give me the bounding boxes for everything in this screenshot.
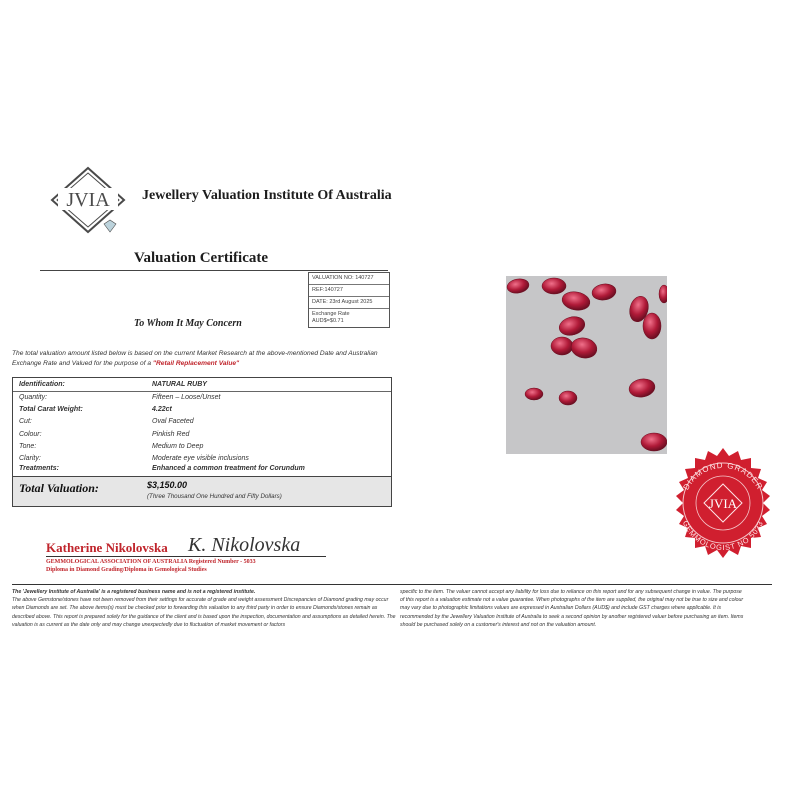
disclaimer-lead: The 'Jewellery Institute of Australia' is a registered business name and is not a registered institute.: [12, 589, 256, 595]
detail-label: Tone:: [19, 443, 37, 450]
signature: K. Nikolovska: [188, 534, 301, 556]
disclaimer-right: specific to the item. The valuer cannot accept any liability for loss due to reliance on this report and for any subsequent change in value. The purpose of this report is a valuation estimate not a value guarantee. When photographs of the item are supplied, the original may not be true to size and colour may vary due to photographic limitations values are expressed in Australian Dollars (AUD$) and include GST charges where applicable. It is recommended by the Jewellery Valuation Institute of Australia to seek a second opinion by another registered valuer before purchasing an item. Items should be purchased solely on a customer's interest and not on the valuation amount.: [400, 589, 744, 628]
detail-value: Enhanced a common treatment for Corundum: [152, 465, 305, 472]
disclaimer-left-text: The above Gemstone/stones have not been removed from their settings for accurate of grade and weight assessment Discrepancies of Diamond grading may occur when Diamonds are set. The above items(s) must be checked prior to forwarding this valuation to any third party in order to ensure Diamonds/stones remain as described above. This report is prepared solely for the guidance of the client and is based upon the inspection, documentation and assumptions as detailed herein. The valuation is as current as the date only and may change unexpectedly due to fluctuation of market movement or factors: [12, 597, 396, 628]
reference-box: [308, 272, 390, 328]
total-valuation-label: Total Valuation:: [19, 481, 99, 495]
logo-text: JVIA: [66, 189, 110, 211]
ruby-photo: [506, 276, 667, 454]
retail-replacement-value: "Retail Replacement Value": [152, 360, 240, 367]
salutation: To Whom It May Concern: [134, 318, 242, 329]
detail-label: Colour:: [19, 431, 42, 438]
diploma-line: Diploma in Diamond Grading/Diploma in Gemological Studies: [46, 567, 207, 573]
footer-divider: [12, 584, 772, 585]
detail-label: Quantity:: [19, 394, 48, 401]
signature-line: [46, 556, 326, 557]
detail-value: Oval Faceted: [152, 418, 194, 425]
total-valuation-bar: [13, 476, 391, 506]
total-valuation-amount: $3,150.00: [147, 480, 188, 490]
disclaimer-left: [12, 588, 397, 629]
diamond-icon: [104, 220, 116, 232]
total-valuation-words: (Three Thousand One Hundred and Fifty Dollars): [147, 493, 282, 500]
exchange-rate: [309, 309, 389, 327]
row-divider: [13, 391, 391, 392]
detail-value: 4.22ct: [152, 406, 172, 413]
seal-bottom-text: GEMMOLOGIST NO 5033: [680, 519, 766, 553]
detail-label: Treatments:: [19, 465, 59, 472]
detail-label: Identification:: [19, 381, 65, 388]
detail-label: Clarity:: [19, 455, 41, 462]
seal-logo-text: JVIA: [708, 496, 738, 511]
title-divider: [40, 270, 388, 271]
detail-label: Cut:: [19, 418, 32, 425]
valuation-date: DATE: 23rd August 2025: [309, 297, 389, 309]
detail-value: Moderate eye visible inclusions: [152, 455, 249, 462]
valuer-name: Katherine Nikolovska: [46, 540, 168, 555]
exchange-rate-value: AUD$=$0.71: [312, 318, 344, 324]
detail-value: Medium to Deep: [152, 443, 204, 450]
gemmologist-seal: [662, 446, 784, 568]
association-registration: GEMMOLOGICAL ASSOCIATION OF AUSTRALIA Registered Number - 5033: [46, 559, 256, 565]
detail-value: Fifteen – Loose/Unset: [152, 394, 221, 401]
intro-paragraph: [12, 349, 397, 369]
reference-number: REF:140727: [309, 285, 389, 297]
detail-value: Pinkish Red: [152, 431, 190, 438]
intro-text: The total valuation amount listed below is based on the current Market Research at the above-mentioned Date and Australian Exchange Rate and Valued for the purpose of a: [12, 350, 378, 367]
details-table: [12, 377, 392, 507]
institute-name: Jewellery Valuation Institute Of Australia: [142, 188, 392, 203]
valuation-number: VALUATION NO: 140727: [309, 273, 389, 285]
detail-value: NATURAL RUBY: [152, 381, 207, 388]
seal-top-text: DIAMOND GRADER: [681, 460, 765, 492]
exchange-rate-label: Exchange Rate: [312, 311, 350, 317]
detail-label: Total Carat Weight:: [19, 406, 83, 413]
certificate-title: Valuation Certificate: [134, 250, 269, 266]
jvia-logo: [48, 166, 128, 240]
